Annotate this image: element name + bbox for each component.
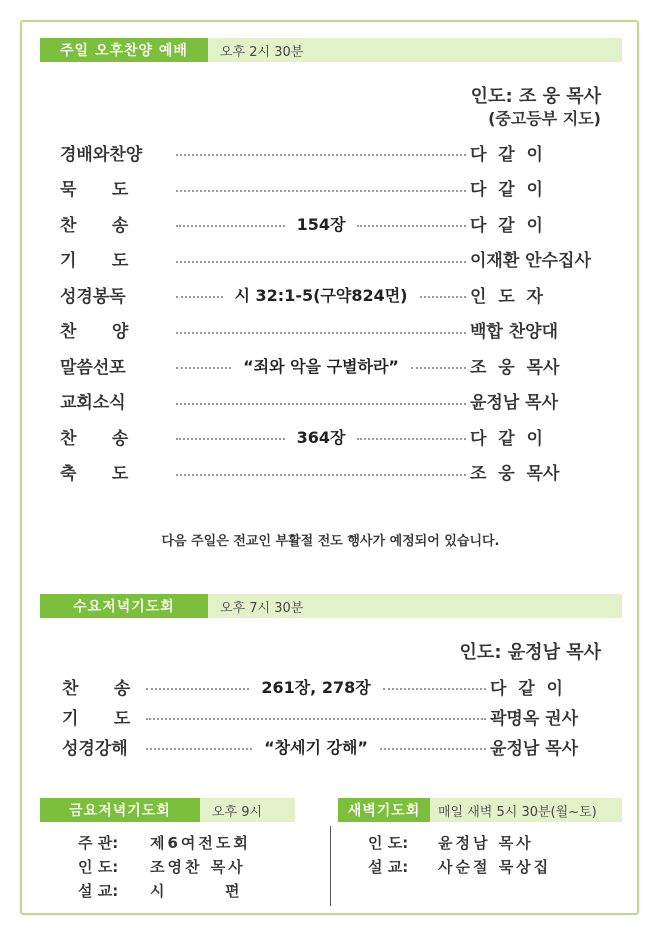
order-person: 윤정남 목사 (490, 738, 579, 759)
order-person: 다 같 이 (470, 428, 543, 449)
detail-row (78, 856, 246, 877)
leader-dots (176, 261, 466, 263)
sunday-time: 오후 2시 30분 (220, 44, 304, 60)
order-person: 다 같 이 (470, 215, 543, 236)
order-detail: “죄와 악을 구별하라” (243, 356, 399, 376)
order-row (62, 672, 608, 700)
wednesday-header (40, 594, 622, 618)
sunday-leader: 인도: 조 웅 목사 (470, 86, 601, 107)
sunday-notice: 다음 주일은 전교인 부활절 전도 행사가 예정되어 있습니다. (161, 534, 500, 549)
order-row (60, 387, 600, 415)
detail-key: 설 교: (368, 858, 409, 876)
leader-dots (411, 367, 466, 369)
order-label: 찬 송 (60, 428, 129, 449)
leader-dots (176, 154, 466, 156)
order-detail: 154장 (296, 214, 346, 234)
column-divider (330, 826, 331, 906)
leader-dots (176, 190, 466, 192)
order-person: 윤정남 목사 (470, 393, 559, 413)
leader-dots (176, 403, 466, 405)
detail-row (78, 880, 243, 901)
order-person: 다 같 이 (470, 180, 543, 200)
order-label: 찬 송 (60, 215, 129, 236)
sunday-title: 주일 오후찬양 예배 (40, 38, 208, 62)
detail-value: 윤정남 목사 (438, 834, 534, 852)
order-person: 이재환 안수집사 (470, 251, 591, 271)
leader-dots (146, 748, 252, 750)
order-label: 묵 도 (60, 180, 129, 200)
order-person: 조 웅 목사 (470, 464, 560, 484)
order-label: 경배와찬양 (60, 144, 143, 165)
detail-key: 인 도: (78, 858, 119, 876)
dawn-header (338, 798, 622, 822)
order-row (62, 732, 608, 760)
detail-value: 사순절 묵상집 (438, 858, 552, 876)
detail-value: 조영찬 목사 (150, 858, 246, 876)
leader-dots (420, 296, 467, 298)
detail-key: 설 교: (78, 882, 119, 900)
leader-dots (176, 438, 285, 440)
detail-key: 주 관: (78, 834, 119, 852)
detail-value: 시 편 (150, 882, 243, 900)
order-label: 찬 양 (60, 322, 129, 342)
detail-row (368, 832, 534, 853)
order-row (60, 422, 600, 450)
wednesday-time: 오후 7시 30분 (220, 600, 304, 616)
leader-dots (176, 332, 466, 334)
order-label: 기 도 (60, 251, 129, 271)
leader-dots (146, 688, 249, 690)
order-detail: 364장 (296, 427, 346, 447)
order-row (60, 351, 600, 379)
leader-dots (176, 296, 223, 298)
friday-title: 금요저녁기도회 (40, 798, 200, 822)
leader-dots (380, 748, 486, 750)
leader-dots (357, 438, 466, 440)
order-person: 백합 찬양대 (470, 322, 559, 342)
sunday-leader-note: (중고등부 지도) (488, 109, 601, 128)
order-row (60, 280, 600, 308)
order-person: 다 같 이 (470, 144, 543, 165)
order-row (60, 174, 600, 202)
dawn-time: 매일 새벽 5시 30분(월~토) (438, 804, 597, 820)
detail-value: 제6여전도회 (150, 834, 251, 852)
order-row (60, 209, 600, 237)
order-label: 말씀선포 (60, 357, 126, 378)
order-label: 성경봉독 (60, 286, 126, 307)
order-person: 곽명옥 권사 (490, 708, 579, 729)
order-detail: 261장, 278장 (261, 677, 371, 697)
wednesday-title: 수요저녁기도회 (40, 594, 208, 618)
leader-dots (383, 688, 486, 690)
order-label: 기 도 (62, 708, 131, 729)
order-label: 찬 송 (62, 678, 131, 699)
order-row (60, 458, 600, 486)
leader-dots (146, 718, 486, 720)
leader-dots (357, 225, 466, 227)
order-row (60, 245, 600, 273)
order-detail: “창세기 강해” (264, 737, 368, 757)
detail-row (368, 856, 551, 877)
order-detail: 시 32:1-5(구약824면) (234, 285, 408, 305)
order-label: 교회소식 (60, 393, 126, 413)
order-row (60, 138, 600, 166)
order-person: 인 도 자 (470, 286, 543, 307)
detail-key: 인 도: (368, 834, 409, 852)
leader-dots (176, 367, 231, 369)
dawn-title: 새벽기도회 (338, 798, 430, 822)
sunday-header (40, 38, 622, 62)
order-label: 성경강해 (62, 738, 128, 759)
wednesday-leader: 인도: 윤정남 목사 (459, 642, 601, 663)
friday-header (40, 798, 295, 822)
order-person: 다 같 이 (490, 678, 563, 699)
order-row (60, 316, 600, 344)
order-row (62, 702, 608, 730)
detail-row (78, 832, 251, 853)
friday-time: 오후 9시 (212, 804, 263, 820)
leader-dots (176, 225, 285, 227)
leader-dots (176, 474, 466, 476)
order-person: 조 웅 목사 (470, 357, 560, 378)
order-label: 축 도 (60, 464, 129, 484)
